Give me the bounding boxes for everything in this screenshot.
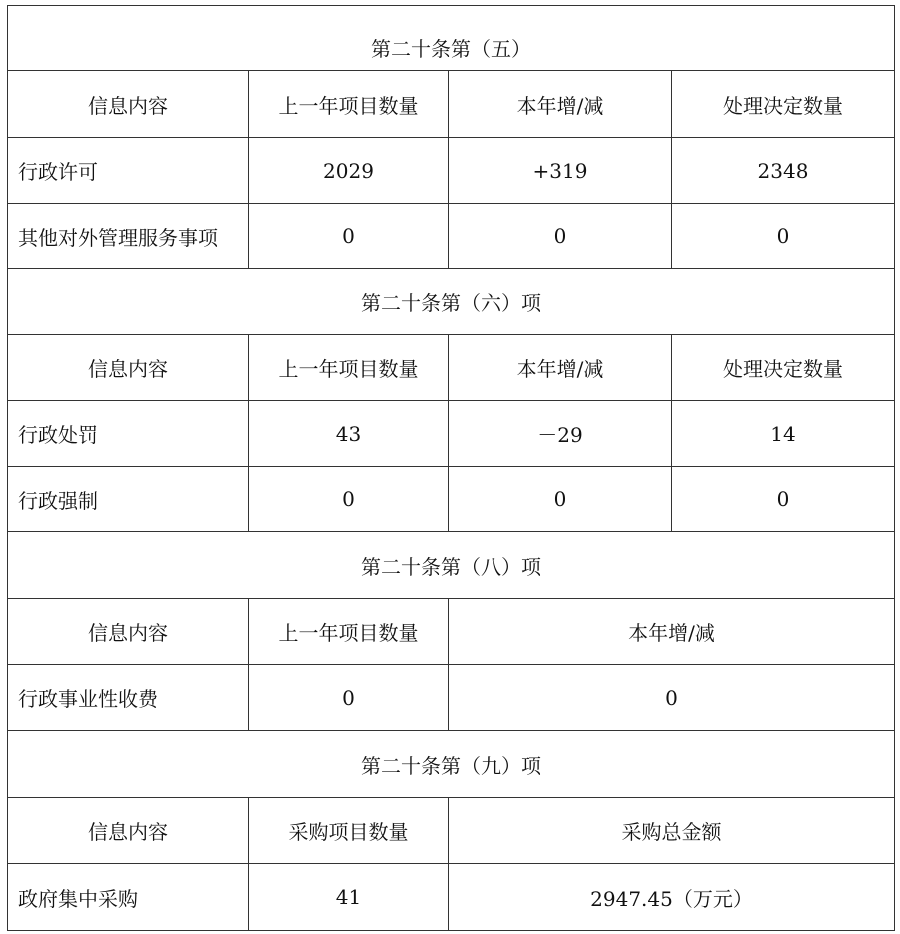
header-cell: 信息内容	[8, 798, 249, 864]
table-cell: －29	[449, 401, 672, 467]
table-cell: 14	[672, 401, 895, 467]
section-title-row	[8, 532, 895, 599]
table-cell: 0	[249, 665, 449, 731]
section-title: 第二十条第（八）项	[8, 532, 895, 599]
table-cell: 0	[449, 204, 672, 269]
table-cell: 0	[449, 665, 895, 731]
table-row	[8, 401, 895, 467]
table-cell: 43	[249, 401, 449, 467]
section-title: 第二十条第（六）项	[8, 269, 895, 335]
header-cell: 信息内容	[8, 71, 249, 138]
table-cell: 0	[249, 467, 449, 532]
header-cell: 上一年项目数量	[249, 71, 449, 138]
table-cell: 0	[672, 204, 895, 269]
section-title-row	[8, 6, 895, 71]
section-title: 第二十条第（九）项	[8, 731, 895, 798]
header-cell: 信息内容	[8, 599, 249, 665]
row-label: 其他对外管理服务事项	[8, 204, 249, 269]
table-cell: 2348	[672, 138, 895, 204]
header-cell: 本年增/减	[449, 599, 895, 665]
table-row	[8, 665, 895, 731]
table-row	[8, 138, 895, 204]
header-cell: 上一年项目数量	[249, 599, 449, 665]
table-cell: 0	[249, 204, 449, 269]
table-cell: 0	[449, 467, 672, 532]
row-label: 行政许可	[8, 138, 249, 204]
row-label: 行政处罚	[8, 401, 249, 467]
section-title-row	[8, 269, 895, 335]
header-cell: 采购总金额	[449, 798, 895, 864]
table-cell: 0	[672, 467, 895, 532]
header-row	[8, 798, 895, 864]
header-cell: 处理决定数量	[672, 71, 895, 138]
table-row	[8, 467, 895, 532]
header-row	[8, 599, 895, 665]
table-row	[8, 864, 895, 931]
header-cell: 采购项目数量	[249, 798, 449, 864]
header-cell: 本年增/减	[449, 71, 672, 138]
table-cell: +319	[449, 138, 672, 204]
table-cell: 2947.45（万元）	[449, 864, 895, 931]
row-label: 行政强制	[8, 467, 249, 532]
table-cell: 41	[249, 864, 449, 931]
section-title-row	[8, 731, 895, 798]
header-cell: 上一年项目数量	[249, 335, 449, 401]
header-cell: 处理决定数量	[672, 335, 895, 401]
header-cell: 本年增/减	[449, 335, 672, 401]
section-title: 第二十条第（五）	[8, 6, 895, 71]
row-label: 行政事业性收费	[8, 665, 249, 731]
header-row	[8, 335, 895, 401]
table-cell: 2029	[249, 138, 449, 204]
disclosure-table	[7, 5, 895, 931]
row-label: 政府集中采购	[8, 864, 249, 931]
header-cell: 信息内容	[8, 335, 249, 401]
table-row	[8, 204, 895, 269]
header-row	[8, 71, 895, 138]
